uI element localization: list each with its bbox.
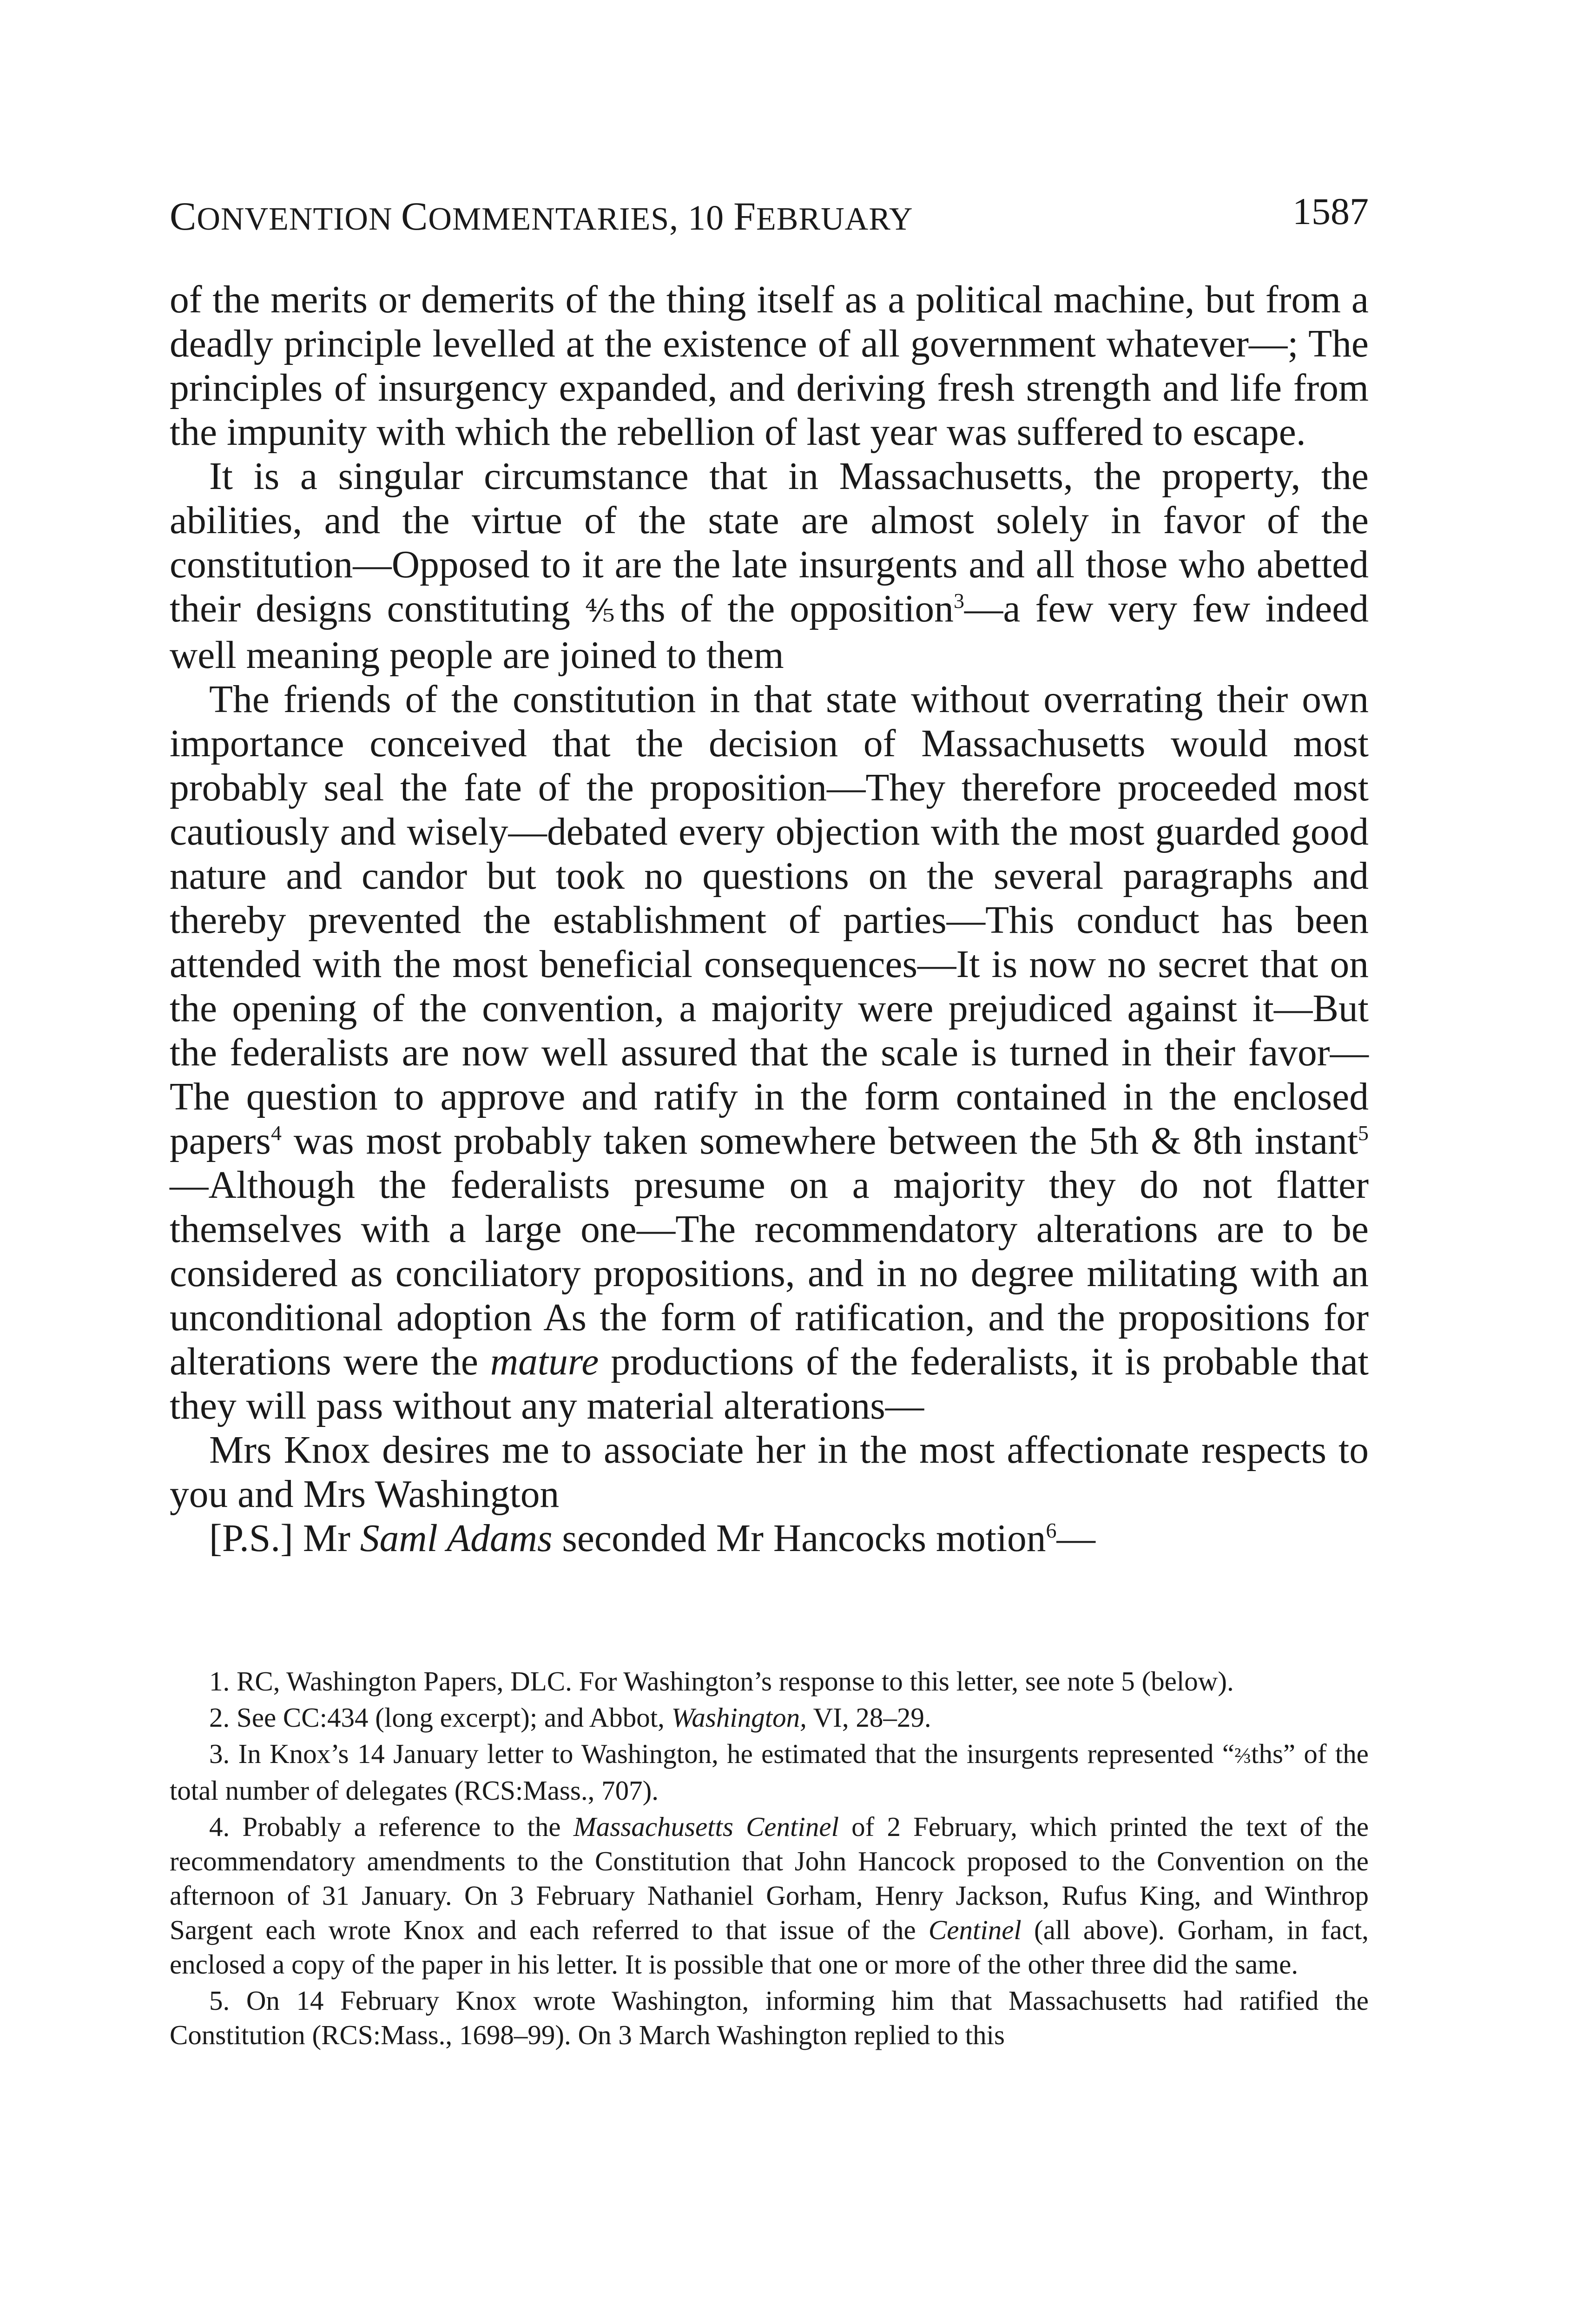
body-paragraph-3 — [170, 678, 1369, 1428]
text-run: was most probably taken somewhere between the 5th & 8th instant — [281, 1120, 1358, 1162]
body-paragraph-2 — [170, 455, 1369, 678]
italic-text: Centinel — [928, 1915, 1022, 1945]
running-title-cap: C — [170, 194, 197, 238]
text-run: (all above). Gorham, in fact, enclosed a copy of the paper in his letter. It is possible that one or more of the other three did the same. — [170, 1915, 1369, 1980]
running-title-part: ONVENTION — [197, 201, 402, 237]
footnote-ref-6[interactable]: 6 — [1046, 1519, 1057, 1543]
text-run: of 2 February, which printed the text of the recommendatory amendments to the Constitution that John Hancock proposed to the Convention on the afternoon of 31 January. On 3 February Nathaniel Gorham, Henry Jackson, Rufus King, and Winthrop Sargent each wrote Knox and each referred to that issue of the — [170, 1811, 1369, 1945]
footnote-ref-3[interactable]: 3 — [953, 589, 964, 613]
page-number: 1587 — [1292, 190, 1369, 232]
running-title-part: EBRUARY — [756, 201, 913, 237]
body-paragraph-1: of the merits or demerits of the thing itself as a political machine, but from a deadly principle levelled at the existence of all government whatever—; The principles of insurgency expanded, and deriving fresh strength and life from the impunity with which the rebellion of last year was suffered to escape. — [170, 278, 1369, 454]
footnote-4 — [170, 1809, 1369, 1981]
fraction: ⅘ — [585, 594, 620, 628]
text-run: productions of the federalists, it is probable that they will pass without any material alterations— — [170, 1340, 1369, 1427]
text-run: —Although the federalists presume on a majority they do not flatter themselves with a large one—The recommendatory alterations are to be considered as conciliatory propositions, and in no degree militating with an unconditional adoption As the form of ratification, and the propositions for alterations were the — [170, 1164, 1369, 1383]
document-page — [170, 0, 1369, 2324]
italic-text: Washington, — [671, 1702, 807, 1733]
text-run: It is a singular circumstance that in Massachusetts, the property, the abilities, and the virtue of the state are almost solely in favor of the constitution—Opposed to it are the late insurgents and all those who abetted their designs constituting — [170, 455, 1369, 630]
footnote-3 — [170, 1736, 1369, 1808]
footnote-2 — [170, 1700, 1369, 1735]
text-run: VI, 28–29. — [806, 1702, 931, 1733]
text-run: [P.S.] Mr — [209, 1517, 360, 1560]
footnote-1: 1. RC, Washington Papers, DLC. For Washington’s response to this letter, see note 5 (below). — [209, 1666, 1234, 1697]
text-run: 2. See CC:434 (long excerpt); and Abbot, — [209, 1702, 672, 1733]
body-paragraph-4: Mrs Knox desires me to associate her in the most affectionate respects to you and Mrs Washington — [170, 1429, 1369, 1516]
postscript — [170, 1517, 1369, 1561]
text-run: The friends of the constitution in that state without overrating their own importance conceived that the decision of Massachusetts would most probably seal the fate of the proposition—They therefore proceeded most cautiously and wisely—debated every objection with the most guarded good nature and candor but took no questions on the several paragraphs and thereby prevented the establishment of parties—This conduct has been attended with the most beneficial consequences—It is now no secret that on the opening of the convention, a majority were prejudiced against it—But the federalists are now well assured that the scale is turned in their favor—The question to approve and ratify in the form contained in the enclosed papers — [170, 678, 1369, 1162]
running-title — [170, 193, 913, 243]
footnote-ref-4[interactable]: 4 — [270, 1121, 282, 1145]
running-title-date: , 10 — [669, 198, 734, 238]
text-run: 3. In Knox’s 14 January letter to Washington, he estimated that the insurgents represented “ — [209, 1738, 1235, 1769]
running-title-cap: C — [401, 194, 428, 238]
italic-text: mature — [490, 1340, 599, 1383]
footnote-ref-5[interactable]: 5 — [1358, 1121, 1369, 1145]
running-title-cap: F — [733, 194, 756, 238]
italic-text: Massachusetts Centinel — [573, 1811, 839, 1842]
footnotes — [170, 1664, 1369, 2054]
text-run: — — [1056, 1517, 1095, 1560]
page-header — [170, 190, 1369, 239]
text-run: ths” of the total number of delegates (RCS:Mass., 707). — [170, 1738, 1369, 1806]
text-run: ths of the opposition — [620, 588, 954, 630]
letter-body — [170, 278, 1369, 1561]
running-title-part: OMMENTARIES — [428, 201, 670, 237]
text-run: seconded Mr Hancocks motion — [552, 1517, 1046, 1560]
footnote-5: 5. On 14 February Knox wrote Washington, informing him that Massachusetts had ratified the Constitution (RCS:Mass., 1698–99). On 3 March Washington replied to this — [170, 1985, 1369, 2050]
text-run: —a few very few indeed well meaning people are joined to them — [170, 588, 1369, 677]
fraction: ⅔ — [1234, 1743, 1252, 1768]
italic-text: Saml Adams — [360, 1517, 553, 1560]
text-run: 4. Probably a reference to the — [209, 1811, 573, 1842]
